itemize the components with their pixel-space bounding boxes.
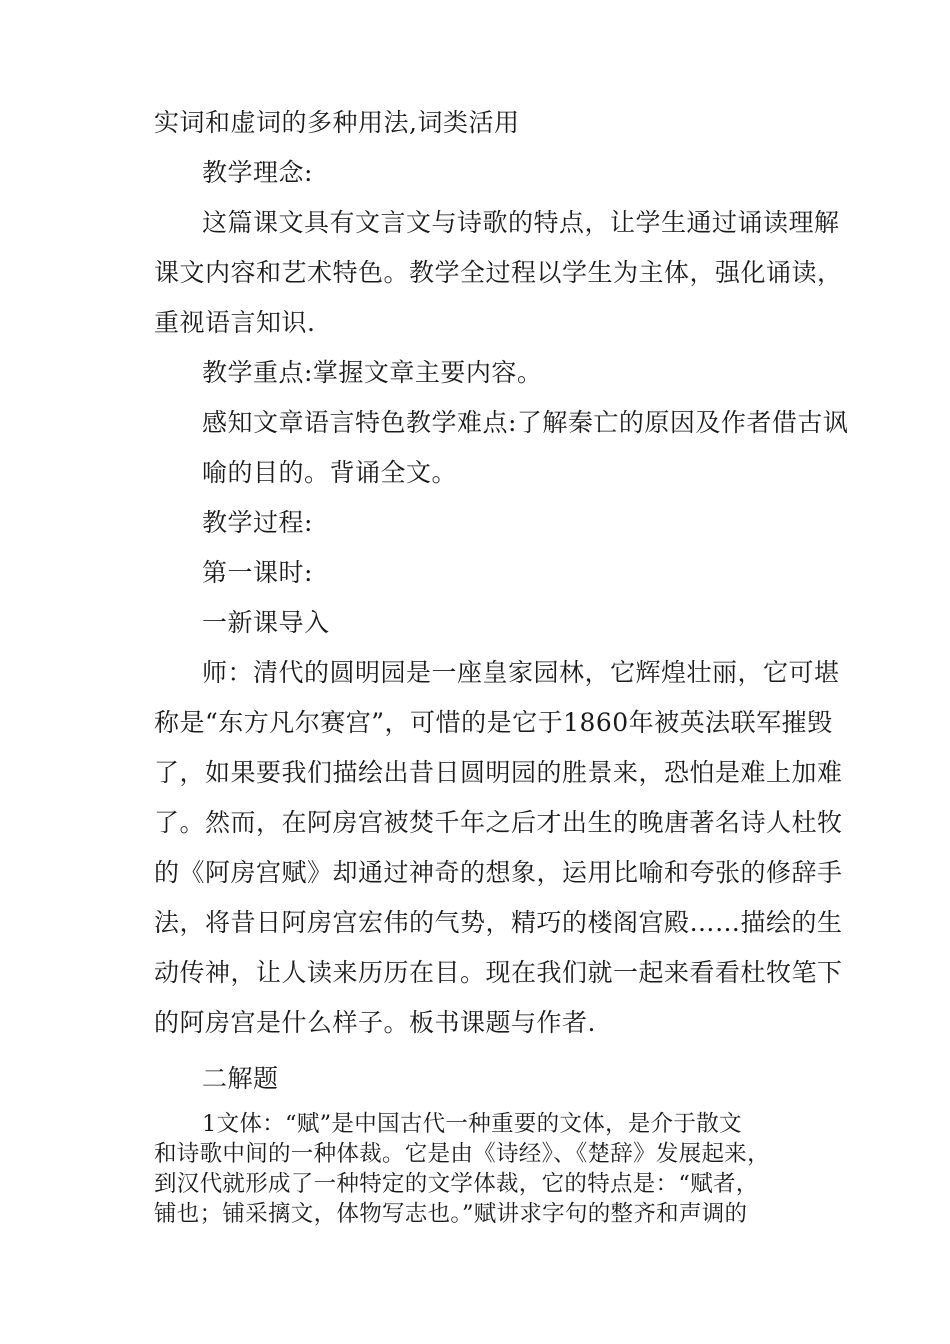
paragraph-line: 的阿房宫是什么样子。板书课题与作者. bbox=[154, 1008, 596, 1037]
text-line-topic: 实词和虚词的多种用法,词类活用 bbox=[154, 108, 520, 137]
paragraph-line: 重视语言知识. bbox=[154, 308, 316, 337]
paragraph-line: 和诗歌中间的一种体裁。它是由《诗经》、《楚辞》发展起来， bbox=[154, 1141, 770, 1167]
heading-new-lesson-intro: 一新课导入 bbox=[202, 608, 330, 637]
heading-teaching-process: 教学过程: bbox=[202, 508, 313, 537]
teaching-focus-line: 教学重点:掌握文章主要内容。 bbox=[202, 358, 543, 387]
paragraph-line: 法，将昔日阿房宫宏伟的气势，精巧的楼阁宫殿……描绘的生 bbox=[154, 908, 843, 937]
paragraph-line: 1文体：“赋”是中国古代一种重要的文体，是介于散文 bbox=[202, 1111, 742, 1137]
paragraph-line: 喻的目的。背诵全文。 bbox=[202, 458, 458, 487]
paragraph-line: 到汉代就形成了一种特定的文学体裁，它的特点是：“赋者， bbox=[154, 1171, 759, 1197]
paragraph-line: 师：清代的圆明园是一座皇家园林，它辉煌壮丽，它可堪 bbox=[202, 658, 840, 687]
paragraph-line: 了。然而，在阿房宫被焚千年之后才出生的晚唐著名诗人杜牧 bbox=[154, 808, 843, 837]
heading-teaching-philosophy: 教学理念: bbox=[202, 158, 313, 187]
heading-first-lesson: 第一课时: bbox=[202, 558, 313, 587]
paragraph-line: 称是“东方凡尔赛宫”，可惜的是它于1860年被英法联军摧毁 bbox=[154, 708, 833, 737]
heading-title-explanation: 二解题 bbox=[202, 1064, 279, 1093]
paragraph-line: 的《阿房宫赋》却通过神奇的想象，运用比喻和夸张的修辞手 bbox=[154, 858, 843, 887]
paragraph-line: 这篇课文具有文言文与诗歌的特点，让学生通过诵读理解 bbox=[202, 208, 840, 237]
paragraph-line: 了，如果要我们描绘出昔日圆明园的胜景来，恐怕是难上加难 bbox=[154, 758, 843, 787]
paragraph-line: 课文内容和艺术特色。教学全过程以学生为主体，强化诵读， bbox=[154, 258, 843, 287]
paragraph-line: 动传神，让人读来历历在目。现在我们就一起来看看杜牧笔下 bbox=[154, 958, 843, 987]
paragraph-line: 铺也；铺采摛文，体物写志也。”赋讲求字句的整齐和声调的 bbox=[154, 1201, 748, 1227]
teaching-difficulty-line: 感知文章语言特色教学难点:了解秦亡的原因及作者借古讽 bbox=[202, 408, 849, 437]
